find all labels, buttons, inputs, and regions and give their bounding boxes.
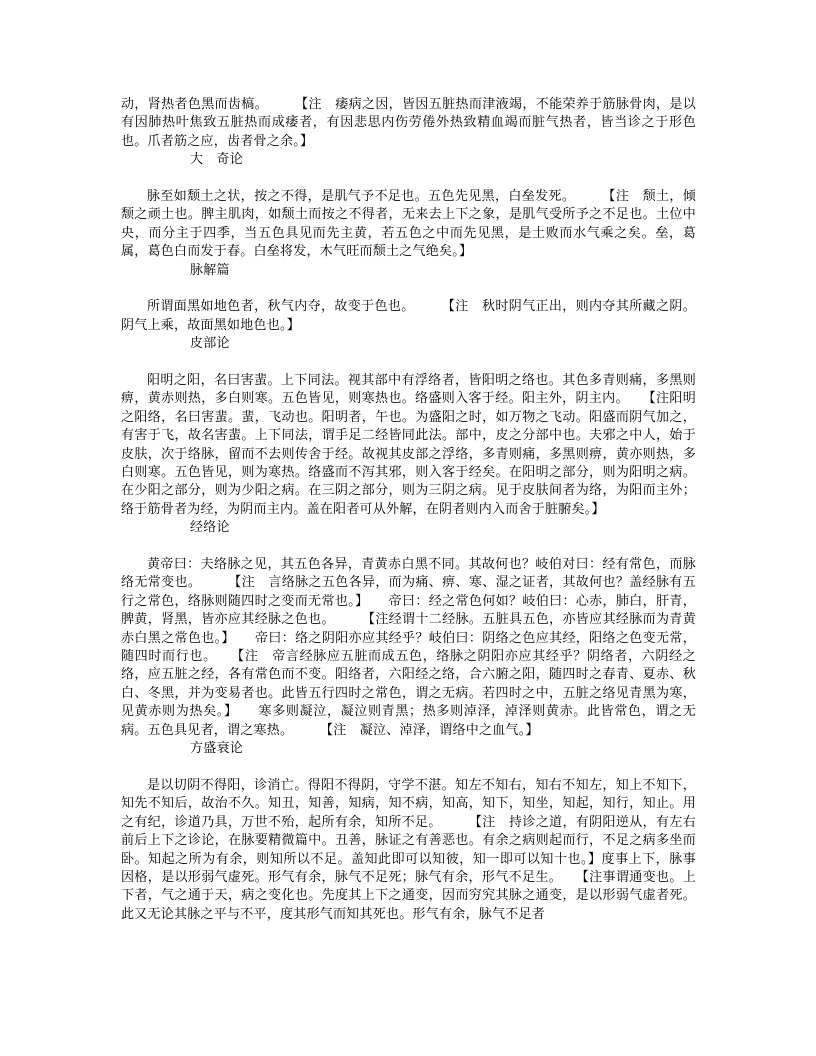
spacer [121,354,696,372]
section-heading-pibu: 皮部论 [190,336,230,352]
spacer [121,758,696,776]
section-heading-fangsheng: 方盛衰论 [190,741,244,757]
paragraph-maijie: 所谓面黑如地色者，秋气内夺，故变于色也。 【注 秋时阴气正出，则内夺其所藏之阴。阴气上乘，故面黑如地色也。】 [121,299,696,333]
spacer [121,280,696,298]
section-heading-jingluo: 经络论 [190,520,230,536]
section-heading-daqi: 大 奇论 [190,152,244,168]
spacer [121,538,696,556]
paragraph-jingluo: 黄帝曰：夫络脉之见，其五色各异，青黄赤白黑不同。其故何也？岐伯对曰：经有常色，而脉络无常变也。 【注 言络脉之五色各异，而为痛、痹、寒、湿之证者，其故何也？盖经脉有五行之常色，络脉则随四时之变而无常也。】 帝曰：经之常色何如？岐伯曰：心赤，肺白，肝青，脾黄，肾黑，皆亦应其经脉之色也。 【注经谓十二经脉。五脏具五色，亦皆应其经脉而为青黄赤白黑之常色也。】 帝曰：络之阴阳亦应其经乎？岐伯曰：阴络之色应其经，阳络之色变无常，随四时而行也。 【注 帝言经脉应五脏而成五色，络脉之阴阳亦应其经乎？阴络者，六阴经之络，应五脏之经，各有常色而不变。阳络者，六阳经之络，合六腑之阳，随四时之春青、夏赤、秋白、冬黑，并为变易者也。此皆五行四时之常色，谓之无病。若四时之中，五脏之络见青黑为寒，见黄赤则为热矣。】 寒多则凝泣，凝泣则青黑；热多则淖泽，淖泽则黄赤。此皆常色，谓之无病。五色具见者，谓之寒热。 【注 凝泣、淖泽，谓络中之血气。】 [121,557,696,738]
document-page [121,96,696,924]
section-heading-maijie: 脉解篇 [190,262,230,278]
paragraph-intro: 动，肾热者色黑而齿槁。 【注 痿病之因，皆因五脏热而津液竭，不能荣养于筋脉骨肉，是以有因肺热叶焦致五脏热而成痿者，有因悲思内伤劳倦外热致精血竭而脏气热者，皆当诊之于形色也。爪者筋之应，齿者骨之余。】 [121,97,696,149]
paragraph-pibu: 阳明之阳，名曰害蜚。上下同法。视其部中有浮络者，皆阳明之络也。其色多青则痛，多黑则痹，黄赤则热，多白则寒。五色皆见，则寒热也。络盛则入客于经。阳主外，阴主内。 【注阳明之阳络，名曰害蜚。蜚，飞动也。阳明者，午也。为盛阳之时，如万物之飞动。阳盛而阴气加之，有害于飞，故名害蜚。上下同法，谓手足二经皆同此法。部中，皮之分部中也。夫邪之中人，始于皮肤，次于络脉，留而不去则传舍于经。故视其皮部之浮络，多青则痛，多黑则痹，黄亦则热，多白则寒。五色皆见，则为寒热。络盛而不泻其邪，则入客于经矣。在阳明之部分，则为阳明之病。在少阳之部分，则为少阳之病。在三阴之部分，则为三阴之病。见于皮肤间者为络，为阳而主外；络于筋骨者为经，为阴而主内。盖在阳者可从外解，在阴者则内入而舍于脏腑矣。】 [121,373,696,517]
spacer [121,170,696,188]
paragraph-fangsheng: 是以切阴不得阳，诊消亡。得阳不得阴，守学不湛。知左不知右，知右不知左，知上不知下，知先不知后，故治不久。知丑，知善，知病，知不病，知高，知下，知坐，知起，知行，知止。用之有纪，诊道乃具，万世不殆，起所有余，知所不足。 【注 持诊之道，有阴阳逆从，有左右前后上下之诊论，在脉要精微篇中。丑善，脉证之有善恶也。有余之病则起而行，不足之病多坐而卧。知起之所为有余，则知所以不足。盖知此即可以知彼，知一即可以知十也。】度事上下，脉事因格，是以形弱气虚死。形气有余，脉气不足死；脉气有余，形气不足生。 【注事谓通变也。上下者，气之通于天，病之变化也。先度其上下之通变，因而穷究其脉之通变，是以形弱气虚者死。此又无论其脉之平与不平，度其形气而知其死也。形气有余，脉气不足者 [121,777,696,922]
paragraph-daqi: 脉至如颓土之状，按之不得，是肌气予不足也。五色先见黑，白垒发死。 【注 颓土，倾颓之顽土也。脾主肌肉，如颓土而按之不得者，无来去上下之象，是肌气受所予之不足也。土位中央，而分主于四季，当五色具见而先主黄，若五色之中而先见黑，是土败而水气乘之矣。垒，葛属，葛色白而发于春。白垒将发，木气旺而颓土之气绝矣。】 [121,189,696,260]
